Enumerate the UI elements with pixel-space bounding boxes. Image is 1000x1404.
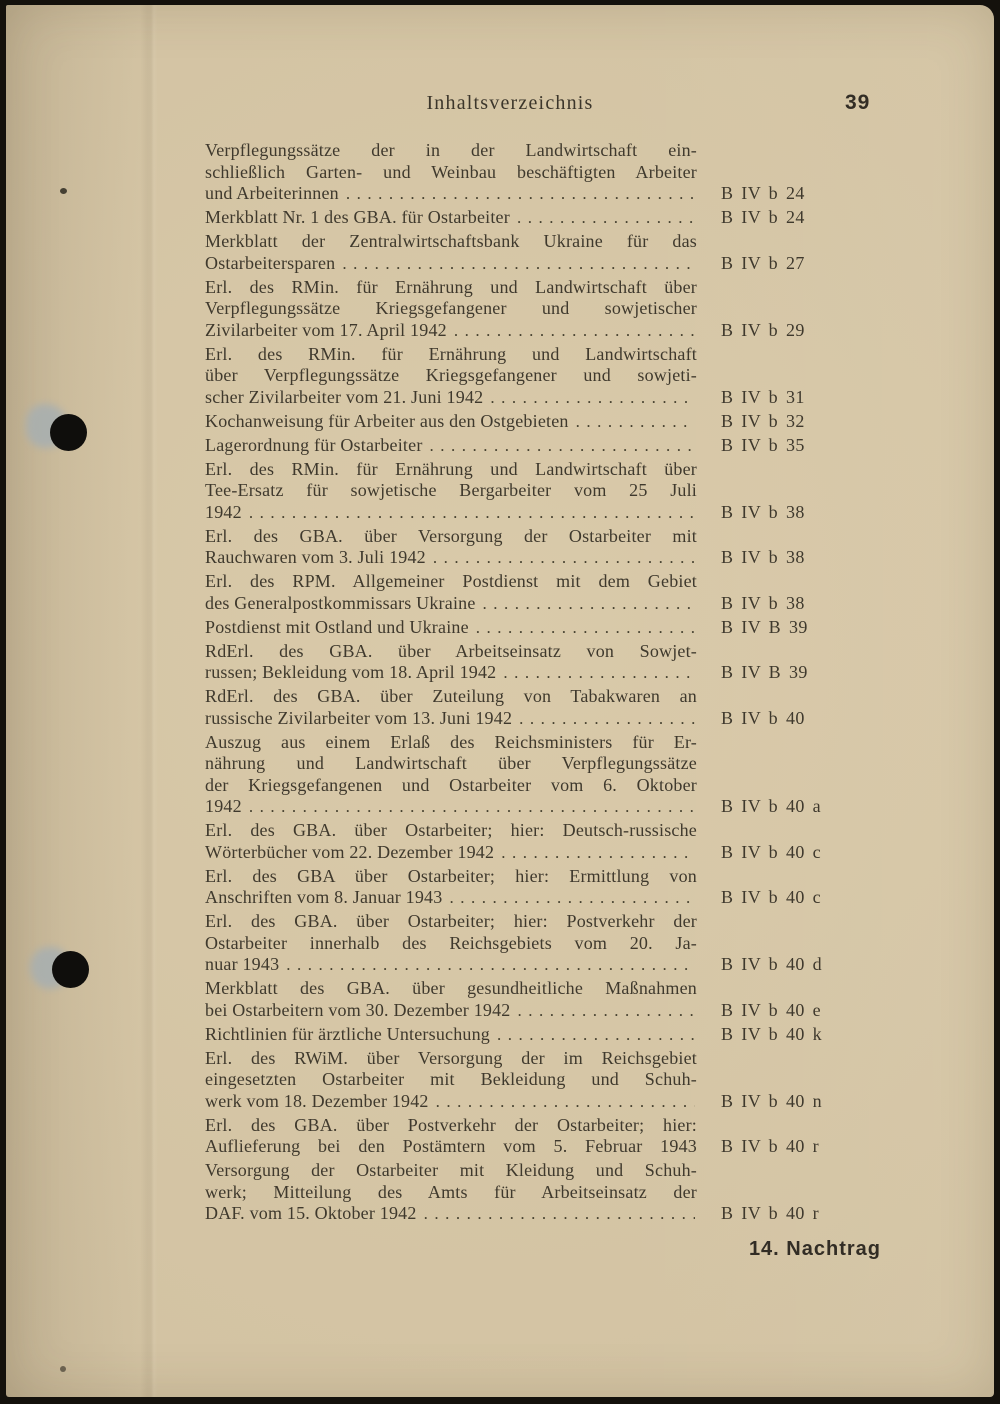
- toc-entry-line-text: bei Ostarbeitern vom 30. Dezember 1942: [205, 999, 511, 1020]
- toc-entry: [205, 617, 882, 639]
- hole-punch-icon: [50, 414, 87, 451]
- toc-entry-line-text: Merkblatt Nr. 1 des GBA. für Ostarbeiter: [205, 207, 510, 227]
- toc-entry-line: Erl. des GBA über Ostarbeiter; hier: Ermittlung von: [205, 865, 697, 886]
- supplement-note: 14. Nachtrag: [748, 1238, 881, 1260]
- toc-entry-ref: B IV b 40 c: [721, 887, 822, 907]
- toc-entry-line: Ostarbeiter innerhalb des Reichsgebiets vom 20. Ja-: [205, 932, 697, 953]
- toc-entry-text: [205, 459, 697, 524]
- toc-entry-line: [205, 662, 697, 684]
- toc-entry-text: [205, 411, 697, 433]
- toc-entry-text: [205, 1048, 697, 1113]
- toc-entry-line: [205, 1000, 697, 1022]
- toc-entry-line: RdErl. des GBA. über Zuteilung von Tabakwaren an: [205, 686, 697, 706]
- toc-entry-text: [205, 1160, 697, 1225]
- toc-entry-ref: B IV b 38: [721, 501, 805, 522]
- toc-entry-line: Auszug aus einem Erlaß des Reichsministers für Er-: [205, 731, 697, 752]
- toc-entry: [205, 526, 882, 569]
- dot-leader: [424, 1203, 695, 1225]
- toc-entry-text: [205, 526, 697, 569]
- toc-entry-text: [205, 207, 697, 229]
- toc-entry: [205, 1048, 882, 1113]
- toc-list: [205, 140, 882, 1227]
- toc-entry-ref: B IV b 40 e: [721, 999, 822, 1020]
- dot-leader: [346, 183, 695, 205]
- toc-entry-line: [205, 708, 697, 730]
- toc-entry-line-text: Richtlinien für ärztliche Untersuchung: [205, 1023, 491, 1044]
- toc-entry-line: Erl. des GBA. über Versorgung der Ostarbeiter mit: [205, 525, 697, 546]
- toc-entry-text: [205, 732, 697, 818]
- toc-entry-line-text: DAF. vom 15. Oktober 1942: [205, 1203, 417, 1223]
- dot-leader: [503, 662, 695, 684]
- dot-leader: [449, 887, 695, 909]
- toc-entry-line: [205, 547, 697, 569]
- toc-entry-line: Erl. des GBA. über Ostarbeiter; hier: Deutsch-russische: [205, 820, 697, 840]
- toc-entry-line: Erl. des RMin. für Ernährung und Landwirtschaft über: [205, 458, 697, 479]
- toc-entry: [205, 911, 882, 976]
- toc-entry-line: Erl. des RWiM. über Versorgung der im Reichsgebiet: [205, 1047, 697, 1068]
- toc-entry: [205, 207, 882, 229]
- toc-entry-line: [205, 320, 697, 342]
- dot-leader: [342, 253, 695, 275]
- toc-entry-line-text: Kochanweisung für Arbeiter aus den Ostgebieten: [205, 410, 569, 431]
- toc-entry-line: nährung und Landwirtschaft über Verpflegungssätze: [205, 753, 697, 773]
- toc-entry-line-text: 1942: [205, 501, 242, 522]
- toc-entry: [205, 686, 882, 729]
- toc-entry-ref: B IV b 35: [721, 434, 805, 455]
- toc-entry-text: [205, 140, 697, 205]
- toc-entry-line: Verpflegungssätze Kriegsgefangener und sowjetischer: [205, 298, 697, 318]
- toc-entry-line: Erl. des RMin. für Ernährung und Landwirtschaft: [205, 343, 697, 364]
- toc-entry-text: [205, 820, 697, 863]
- toc-entry-ref: B IV b 38: [721, 547, 805, 567]
- toc-entry-text: [205, 617, 697, 639]
- toc-entry-line: [205, 183, 697, 205]
- dot-leader: [483, 593, 695, 615]
- toc-entry-line: [205, 411, 697, 433]
- toc-entry-line: Versorgung der Ostarbeiter mit Kleidung und Schuh-: [205, 1160, 697, 1180]
- toc-entry-ref: B IV b 38: [721, 592, 805, 613]
- toc-entry-line: [205, 207, 697, 229]
- toc-entry-line-text: Wörterbücher vom 22. Dezember 1942: [205, 841, 495, 862]
- toc-entry-text: [205, 1024, 697, 1046]
- toc-entry-line: Merkblatt des GBA. über gesundheitliche Maßnahmen: [205, 978, 697, 998]
- toc-entry-line: Auflieferung bei den Postämtern vom 5. Februar 1943: [205, 1136, 697, 1156]
- toc-entry-ref: B IV b 40: [721, 707, 805, 728]
- toc-entry-line-text: Postdienst mit Ostland und Ukraine: [205, 616, 469, 637]
- hole-punch-icon: [52, 951, 89, 988]
- toc-entry: [205, 571, 882, 614]
- toc-entry-text: [205, 277, 697, 342]
- toc-entry-ref: B IV b 29: [721, 319, 805, 340]
- dot-leader: [501, 842, 695, 864]
- toc-entry-line: [205, 502, 697, 524]
- toc-entry-line: Verpflegungssätze der in der Landwirtschaft ein-: [205, 140, 697, 160]
- toc-entry-line-text: 1942: [205, 796, 242, 816]
- toc-entry-ref: B IV b 27: [721, 252, 805, 273]
- toc-entry-line: der Kriegsgefangenen und Ostarbeiter vom 6. Oktober: [205, 774, 697, 795]
- toc-entry: [205, 435, 882, 457]
- toc-entry: [205, 641, 882, 684]
- dot-leader: [436, 1091, 695, 1113]
- dot-leader: [497, 1024, 695, 1046]
- toc-entry-line: Erl. des GBA. über Ostarbeiter; hier: Postverkehr der: [205, 911, 697, 931]
- toc-entry-line: [205, 1024, 697, 1046]
- toc-entry: [205, 820, 882, 863]
- toc-entry-line: [205, 796, 697, 818]
- toc-entry: [205, 231, 882, 274]
- toc-entry-line: über Verpflegungssätze Kriegsgefangener und sowjeti-: [205, 365, 697, 385]
- toc-entry-ref: B IV b 31: [721, 386, 805, 407]
- dot-leader: [490, 387, 695, 409]
- toc-entry-text: [205, 231, 697, 274]
- toc-entry-ref: B IV b 24: [721, 207, 805, 227]
- dot-leader: [517, 207, 695, 229]
- toc-entry-line: [205, 842, 697, 864]
- toc-entry-line-text: Ostarbeitersparen: [205, 252, 336, 273]
- toc-entry-text: [205, 911, 697, 976]
- dot-leader: [249, 502, 695, 524]
- ink-speck: [60, 188, 67, 194]
- toc-entry-text: [205, 686, 697, 729]
- toc-entry-ref: B IV b 40 a: [721, 796, 822, 816]
- ink-speck: [60, 1366, 66, 1372]
- toc-entry: [205, 866, 882, 909]
- toc-entry-line-text: russen; Bekleidung vom 18. April 1942: [205, 662, 497, 682]
- toc-entry-line-text: des Generalpostkommissars Ukraine: [205, 592, 476, 613]
- toc-entry: [205, 1115, 882, 1158]
- toc-entry-ref: B IV B 39: [721, 662, 808, 682]
- toc-entry-ref: B IV b 40 k: [721, 1023, 823, 1044]
- toc-entry-line: [205, 593, 697, 615]
- toc-entry: [205, 459, 882, 524]
- toc-entry-line: Erl. des GBA. über Postverkehr der Ostarbeiter; hier:: [205, 1114, 697, 1135]
- toc-entry-line: [205, 435, 697, 457]
- toc-entry-text: [205, 866, 697, 909]
- toc-entry-line: [205, 954, 697, 976]
- toc-entry-line-text: russische Zivilarbeiter vom 13. Juni 1942: [205, 707, 513, 728]
- toc-entry-ref: B IV b 40 c: [721, 841, 822, 862]
- page-title: Inhaltsverzeichnis: [426, 92, 594, 114]
- dot-leader: [576, 411, 695, 433]
- dot-leader: [476, 617, 695, 639]
- toc-entry: [205, 411, 882, 433]
- toc-entry-line: [205, 887, 697, 909]
- toc-entry-ref: B IV b 40 d: [721, 954, 823, 974]
- dot-leader: [430, 435, 695, 457]
- dot-leader: [286, 954, 695, 976]
- toc-entry-line: RdErl. des GBA. über Arbeitseinsatz von Sowjet-: [205, 640, 697, 661]
- toc-entry-line: Erl. des RPM. Allgemeiner Postdienst mit dem Gebiet: [205, 571, 697, 591]
- toc-entry-text: [205, 1115, 697, 1158]
- toc-entry-ref: B IV b 40 r: [721, 1136, 820, 1156]
- toc-entry-line-text: Lagerordnung für Ostarbeiter: [205, 434, 423, 455]
- toc-entry-ref: B IV b 40 n: [721, 1090, 823, 1111]
- toc-entry-line: werk; Mitteilung des Amts für Arbeitseinsatz der: [205, 1181, 697, 1202]
- toc-entry-line: [205, 253, 697, 275]
- dot-leader: [518, 1000, 695, 1022]
- toc-entry-line-text: Zivilarbeiter vom 17. April 1942: [205, 319, 447, 340]
- toc-entry-ref: B IV b 24: [721, 183, 805, 203]
- toc-entry-line-text: werk vom 18. Dezember 1942: [205, 1090, 429, 1111]
- toc-entry-text: [205, 978, 697, 1021]
- toc-entry-line: [205, 1203, 697, 1225]
- page-number: 39: [845, 91, 871, 114]
- toc-entry-line: Merkblatt der Zentralwirtschaftsbank Ukraine für das: [205, 231, 697, 251]
- toc-entry-line: Erl. des RMin. für Ernährung und Landwirtschaft über: [205, 276, 697, 297]
- dot-leader: [454, 320, 695, 342]
- toc-entry: [205, 1024, 882, 1046]
- toc-entry: [205, 978, 882, 1021]
- dot-leader: [519, 708, 695, 730]
- dot-leader: [249, 796, 695, 818]
- toc-entry-line-text: Anschriften vom 8. Januar 1943: [205, 887, 443, 907]
- toc-entry-ref: B IV b 40 r: [721, 1203, 820, 1223]
- toc-entry-line-text: und Arbeiterinnen: [205, 183, 339, 203]
- toc-entry-line: [205, 1091, 697, 1113]
- toc-entry: [205, 344, 882, 409]
- toc-entry: [205, 277, 882, 342]
- toc-entry-text: [205, 571, 697, 614]
- toc-entry-line: schließlich Garten- und Weinbau beschäftigten Arbeiter: [205, 161, 697, 182]
- toc-entry-line-text: Rauchwaren vom 3. Juli 1942: [205, 547, 426, 567]
- toc-entry: [205, 140, 882, 205]
- toc-entry: [205, 1160, 882, 1225]
- toc-entry-line: [205, 617, 697, 639]
- toc-entry-text: [205, 435, 697, 457]
- toc-entry-ref: B IV b 32: [721, 410, 805, 431]
- toc-entry-ref: B IV B 39: [721, 616, 808, 637]
- toc-entry-text: [205, 344, 697, 409]
- toc-entry-line: Tee-Ersatz für sowjetische Bergarbeiter vom 25 Juli: [205, 480, 697, 500]
- toc-entry-line: [205, 387, 697, 409]
- dot-leader: [433, 547, 695, 569]
- toc-entry-line: eingesetzten Ostarbeiter mit Bekleidung und Schuh-: [205, 1069, 697, 1089]
- toc-entry-line-text: nuar 1943: [205, 954, 280, 974]
- toc-entry-text: [205, 641, 697, 684]
- toc-entry-line-text: scher Zivilarbeiter vom 21. Juni 1942: [205, 386, 484, 407]
- toc-entry: [205, 732, 882, 818]
